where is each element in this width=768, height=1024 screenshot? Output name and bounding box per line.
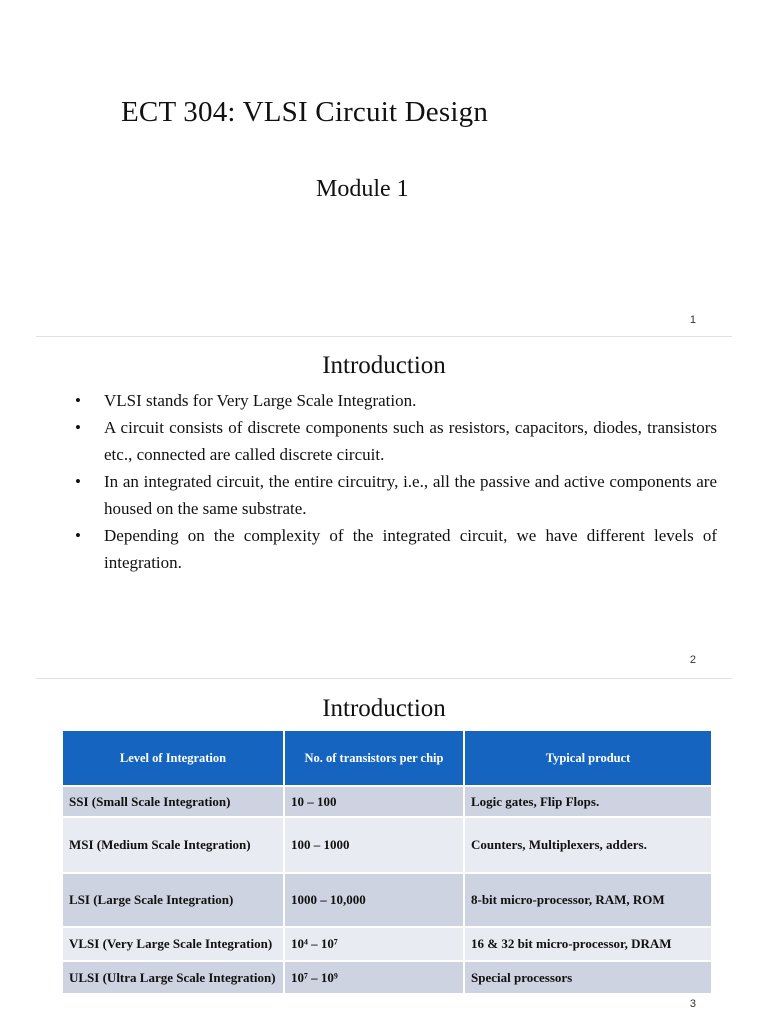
table-cell: 16 & 32 bit micro-processor, DRAM [464, 927, 711, 961]
table-cell: 10⁷ – 10⁹ [284, 961, 464, 993]
page-number: 3 [689, 998, 696, 1010]
table-row [63, 873, 711, 927]
slide-title: ECT 304: VLSI Circuit Design [121, 96, 489, 128]
table-cell: 8-bit micro-processor, RAM, ROM [464, 873, 711, 927]
table-header-cell: No. of transistors per chip [284, 731, 464, 786]
bullet-item: • A circuit consists of discrete components such as resistors, capacitors, diodes, transistors etc., connected are called discrete circuit. [72, 414, 717, 468]
slide-heading: Introduction [322, 352, 446, 379]
table-cell: 100 – 1000 [284, 817, 464, 873]
page-number: 2 [689, 654, 696, 666]
slide-heading: Introduction [322, 695, 446, 722]
table-cell: VLSI (Very Large Scale Integration) [63, 927, 284, 961]
table-cell: Counters, Multiplexers, adders. [464, 817, 711, 873]
bullet-item: • Depending on the complexity of the integrated circuit, we have different levels of integration. [72, 522, 717, 576]
table-cell: Special processors [464, 961, 711, 993]
module-subtitle: Module 1 [316, 176, 409, 202]
table-row [63, 961, 711, 993]
table-cell: 10⁴ – 10⁷ [284, 927, 464, 961]
table-cell: SSI (Small Scale Integration) [63, 786, 284, 817]
slide-3 [0, 679, 768, 1024]
table-header-cell: Level of Integration [63, 731, 284, 786]
page-number: 1 [689, 314, 696, 326]
bullet-list [72, 387, 717, 576]
bullet-item: • In an integrated circuit, the entire circuitry, i.e., all the passive and active components are housed on the same substrate. [72, 468, 717, 522]
table-header-cell: Typical product [464, 731, 711, 786]
bullet-item: • VLSI stands for Very Large Scale Integration. [72, 387, 717, 414]
table-cell: LSI (Large Scale Integration) [63, 873, 284, 927]
table-row [63, 786, 711, 817]
table-cell: Logic gates, Flip Flops. [464, 786, 711, 817]
slide-2 [0, 337, 768, 677]
slide-1 [0, 0, 768, 336]
table-cell: 10 – 100 [284, 786, 464, 817]
integration-levels-table [63, 731, 711, 993]
table-header-row [63, 731, 711, 786]
table-cell: MSI (Medium Scale Integration) [63, 817, 284, 873]
table-row [63, 817, 711, 873]
table-row [63, 927, 711, 961]
table-cell: 1000 – 10,000 [284, 873, 464, 927]
table-cell: ULSI (Ultra Large Scale Integration) [63, 961, 284, 993]
